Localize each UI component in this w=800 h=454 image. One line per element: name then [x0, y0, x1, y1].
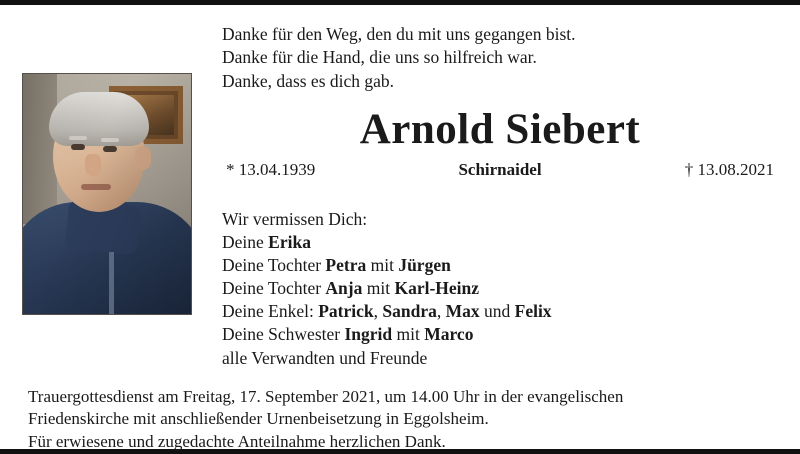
family-line-daughter-petra [222, 254, 778, 277]
family-name: Karl-Heinz [394, 278, 480, 299]
family-name: Marco [424, 324, 474, 345]
family-prefix: alle Verwandten und Freunde [222, 347, 428, 368]
family-name: Max [445, 301, 480, 322]
service-line-3: Für erwiesene und zugedachte Anteilnahme herzlichen Dank. [28, 431, 446, 451]
photo-shading [23, 74, 191, 314]
family-connector: mit [362, 278, 395, 299]
family-connector: , [436, 301, 446, 322]
memorial-verse [222, 23, 778, 93]
life-dates [222, 160, 778, 180]
verse-line-1: Danke für den Weg, den du mit uns gegangen bist. [222, 24, 576, 44]
birth-date: * 13.04.1939 [226, 159, 316, 179]
family-prefix: Deine Tochter [222, 278, 326, 299]
family-name: Petra [325, 255, 367, 276]
family-intro: Wir vermissen Dich: [222, 208, 368, 229]
family-line-others [222, 347, 778, 370]
verse-line-2: Danke für die Hand, die uns so hilfreich war. [222, 47, 537, 68]
service-details [22, 386, 778, 454]
family-name: Erika [268, 232, 311, 253]
family-block [222, 208, 778, 370]
family-prefix: Deine [222, 232, 269, 253]
family-prefix: Deine Tochter [222, 255, 326, 276]
family-name: Sandra [382, 301, 437, 322]
family-line-grandchildren [222, 300, 778, 323]
family-prefix: Deine Schwester [222, 324, 345, 345]
place-name: Schirnaidel [458, 159, 542, 179]
notice-text-column [204, 23, 778, 370]
portrait-column [22, 23, 204, 315]
family-name: Felix [514, 301, 552, 322]
family-connector: mit [392, 324, 425, 345]
family-connector: mit [366, 255, 399, 276]
family-line-sister [222, 323, 778, 346]
portrait-photo [22, 73, 192, 315]
family-line-daughter-anja [222, 277, 778, 300]
family-connector: und [479, 301, 515, 322]
family-line-spouse [222, 231, 778, 254]
family-name: Patrick [318, 301, 374, 322]
deceased-name: Arnold Siebert [359, 105, 641, 153]
death-date: † 13.08.2021 [684, 159, 774, 179]
service-line-2: Friedenskirche mit anschließender Urnenbeisetzung in Eggolsheim. [28, 409, 489, 429]
family-name: Jürgen [398, 255, 451, 276]
family-name: Ingrid [344, 324, 393, 345]
verse-line-3: Danke, dass es dich gab. [222, 70, 395, 91]
family-connector: , [373, 301, 383, 322]
family-prefix: Deine Enkel: [222, 301, 319, 322]
family-name: Anja [325, 278, 363, 299]
service-line-1: Trauergottesdienst am Freitag, 17. September 2021, um 14.00 Uhr in der evangelischen [28, 386, 624, 406]
notice-top-area [22, 23, 778, 370]
